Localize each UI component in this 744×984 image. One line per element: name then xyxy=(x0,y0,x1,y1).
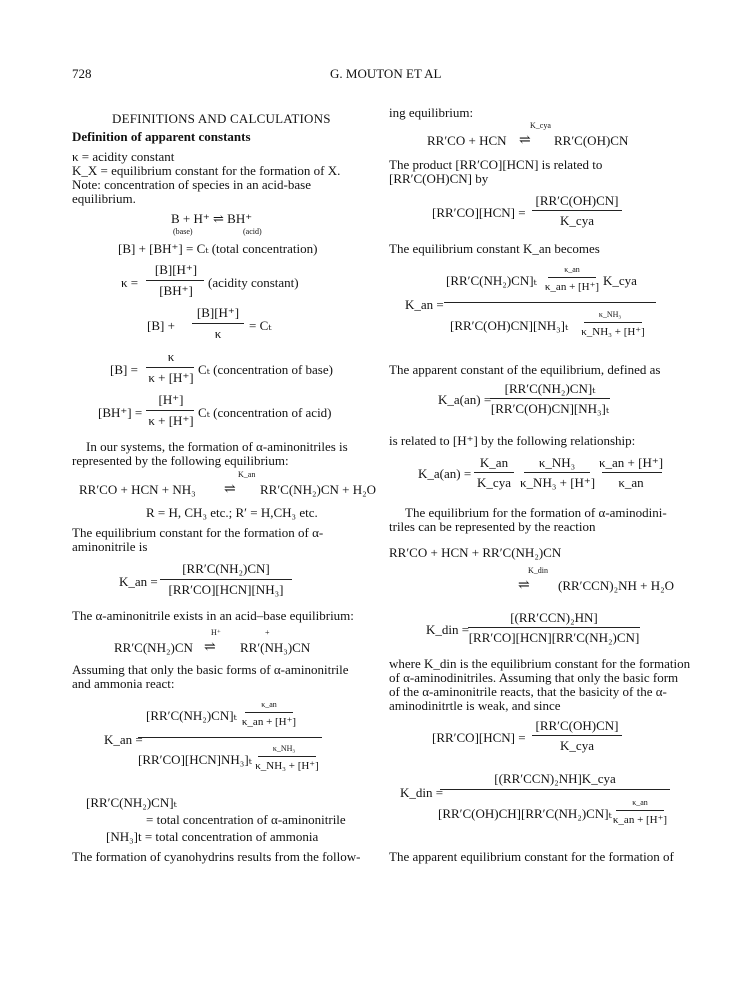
paragraph-line: The equilibrium constant K_an becomes xyxy=(389,241,600,256)
eq-big-lhs: K_an = xyxy=(104,732,143,747)
paragraph-line: of α-aminodinitriles. Assuming that only the basic form xyxy=(389,670,679,685)
fraction-bar xyxy=(160,579,292,580)
note-line-1: Note: concentration of species in an acid-base xyxy=(72,177,311,192)
eq-kan2-lhs: K_an = xyxy=(405,297,444,312)
eq-kan2-num-fd: κ_an + [H⁺] xyxy=(544,281,600,293)
eq-app-num: [RR′C(NH₂)CN]ₜ xyxy=(504,381,596,396)
eq-react-k: K_an xyxy=(238,470,256,479)
eq-kappa-note: (acidity constant) xyxy=(208,275,299,290)
eq-din-right: (RR′CCN)₂NH + H₂O xyxy=(558,578,675,593)
paragraph-line: aminonitrile is xyxy=(72,539,148,554)
eq-react-left: RR′CO + HCN + NH₃ xyxy=(79,482,196,497)
paragraph-line: Assuming that only the basic forms of α-aminonitrile xyxy=(72,662,349,677)
paragraph-line: is related to [H⁺] by the following relationship: xyxy=(389,433,636,448)
eq-sum-lhs: [B] + xyxy=(147,318,175,333)
eq-total: [B] + [BH⁺] = Cₜ (total concentration) xyxy=(118,241,318,256)
eq-rel2-lhs: K_a(an) = xyxy=(418,466,472,481)
equilibrium-arrow-icon: ⇌ xyxy=(518,578,530,593)
eq-kappa-den: [BH⁺] xyxy=(159,283,193,298)
eq-kdin-num: [(RR′CCN)₂HN] xyxy=(510,610,598,625)
eq-b-lhs: [B] = xyxy=(110,362,138,377)
paragraph-line: The apparent equilibrium constant for the formation of xyxy=(389,849,674,864)
paragraph-line: The formation of cyanohydrins results from the follow- xyxy=(72,849,361,864)
eq-rel3-lhs: [RR′CO][HCN] = xyxy=(432,730,526,745)
paragraph-line: The apparent constant of the equilibrium, defined as xyxy=(389,362,661,377)
eq-rel-lhs: [RR′CO][HCN] = xyxy=(432,205,526,220)
fraction-bar xyxy=(138,737,322,738)
eq-kappa-num: [B][H⁺] xyxy=(154,262,198,277)
eq-rel2-f2n: κ_NH₃ xyxy=(538,455,576,470)
eq-rel2-f1n: K_an xyxy=(479,455,509,470)
fraction-bar xyxy=(440,789,670,790)
eq-b-num: κ xyxy=(167,349,175,364)
eq-r-defs: R = H, CH₃ etc.; R′ = H,CH₃ etc. xyxy=(146,505,318,520)
fraction-bar xyxy=(602,472,662,473)
eq-kappa-lhs: κ = xyxy=(121,275,139,290)
fraction-bar xyxy=(474,472,514,473)
fraction-bar xyxy=(532,735,622,736)
eq-kan2-num-fn: κ_an xyxy=(564,265,580,274)
paragraph-line: and ammonia react: xyxy=(72,676,175,691)
eq-sum-num: [B][H⁺] xyxy=(196,305,240,320)
note-line-2: equilibrium. xyxy=(72,191,136,206)
eq-rel2-f1d: K_cya xyxy=(477,475,511,490)
fraction-bar xyxy=(616,810,664,811)
fraction-bar xyxy=(468,627,640,628)
eq-rel-num: [RR′C(OH)CN] xyxy=(535,193,619,208)
def-total-1: [RR′C(NH₂)CN]ₜ xyxy=(86,795,177,810)
eq-big-den-a: [RR′CO][HCN]NH₃]ₜ xyxy=(138,752,252,767)
eq-kdin-lhs: K_din = xyxy=(426,622,470,637)
def-total-2: = total concentration of α-aminonitrile xyxy=(146,812,346,827)
eq-kdin2-lhs: K_din = xyxy=(400,785,444,800)
eq-rel3-den: K_cya xyxy=(560,738,594,753)
eq-kan-num: [RR′C(NH₂)CN] xyxy=(182,561,270,576)
eq-ab-h: H⁺ xyxy=(211,628,221,637)
eq-b-rhs: Cₜ (concentration of base) xyxy=(198,362,333,377)
eq-din-k: K_din xyxy=(528,566,548,575)
paragraph-line: The α-aminonitrile exists in an acid–base equilibrium: xyxy=(72,608,354,623)
eq-big-num-fn: κ_an xyxy=(261,700,277,709)
paragraph-line: The equilibrium for the formation of α-aminodini- xyxy=(405,505,667,520)
eq-base-acid: B + H⁺ ⇌ BH⁺ xyxy=(171,211,253,226)
fraction-bar xyxy=(146,367,194,368)
def-kappa: κ = acidity constant xyxy=(72,149,175,164)
eq-din-left: RR′CO + HCN + RR′C(NH₂)CN xyxy=(389,545,562,560)
eq-kdin-den: [RR′CO][HCN][RR′C(NH₂)CN] xyxy=(468,630,640,645)
paragraph-line: aminodinitrtle is weak, and since xyxy=(389,698,561,713)
fraction-bar xyxy=(548,277,596,278)
eq-kan2-num-k: K_cya xyxy=(603,273,637,288)
fraction-bar xyxy=(584,322,642,323)
eq-kan-den: [RR′CO][HCN][NH₃] xyxy=(168,582,284,597)
paragraph-line: of the α-aminonitrile reacts, that the basicity of the α- xyxy=(389,684,667,699)
fraction-bar xyxy=(532,210,622,211)
eq-bh-lhs: [BH⁺] = xyxy=(98,405,143,420)
eq-big-num-fd: κ_an + [H⁺] xyxy=(241,716,297,728)
eq-cya-right: RR′C(OH)CN xyxy=(554,133,629,148)
eq-rel2-f3n: κ_an + [H⁺] xyxy=(598,455,664,470)
eq-bh-den: κ + [H⁺] xyxy=(148,413,194,428)
eq-app-den: [RR′C(OH)CN][NH₃]ₜ xyxy=(490,401,610,416)
paragraph-line: The equilibrium constant for the formation of α- xyxy=(72,525,324,540)
fraction-bar xyxy=(444,302,656,303)
fraction-bar xyxy=(146,410,194,411)
eq-ab-left: RR′C(NH₂)CN xyxy=(114,640,193,655)
eq-kan2-den-fn: κ_NH₃ xyxy=(598,310,622,319)
def-total-3: [NH₃]t = total concentration of ammonia xyxy=(106,829,319,844)
eq-sum-rhs: = Cₜ xyxy=(249,318,272,333)
equilibrium-arrow-icon: ⇌ xyxy=(519,133,531,148)
section-title: DEFINITIONS AND CALCULATIONS xyxy=(112,111,331,126)
eq-rel3-num: [RR′C(OH)CN] xyxy=(535,718,619,733)
eq-kan2-num-a: [RR′C(NH₂)CN]ₜ xyxy=(446,273,537,288)
eq-kdin2-num: [(RR′CCN)₂NH]K_cya xyxy=(494,771,616,786)
eq-big-den-fd: κ_NH₃ + [H⁺] xyxy=(255,760,319,772)
eq-ab-plus: + xyxy=(265,628,270,637)
paragraph-line: ing equilibrium: xyxy=(389,105,474,120)
eq-kan2-den-fd: κ_NH₃ + [H⁺] xyxy=(581,326,645,338)
eq-kdin2-den-a: [RR′C(OH)CH][RR′C(NH₂)CN]ₜ xyxy=(438,806,612,821)
fraction-bar xyxy=(524,472,590,473)
eq-big-num-a: [RR′C(NH₂)CN]ₜ xyxy=(146,708,237,723)
equilibrium-arrow-icon: ⇌ xyxy=(204,640,216,655)
eq-rel2-f3d: κ_an xyxy=(618,475,644,490)
paragraph-line: The product [RR′CO][HCN] is related to xyxy=(389,157,603,172)
def-kx: K_X = equilibrium constant for the formation of X. xyxy=(72,163,341,178)
eq-app-lhs: K_a(an) = xyxy=(438,392,492,407)
eq-kdin2-den-fn: κ_an xyxy=(632,798,648,807)
subsection-title: Definition of apparent constants xyxy=(72,129,251,144)
eq-cya-k: K_cya xyxy=(530,121,551,130)
eq-big-den-fn: κ_NH₃ xyxy=(272,744,296,753)
eq-cya-left: RR′CO + HCN xyxy=(427,133,507,148)
fraction-bar xyxy=(258,756,316,757)
label-base: (base) xyxy=(173,227,193,236)
paragraph-line: represented by the following equilibrium: xyxy=(72,453,289,468)
eq-sum-den: κ xyxy=(214,326,222,341)
fraction-bar xyxy=(490,398,610,399)
label-acid: (acid) xyxy=(243,227,262,236)
eq-rel-den: K_cya xyxy=(560,213,594,228)
eq-bh-rhs: Cₜ (concentration of acid) xyxy=(198,405,332,420)
paragraph-line: In our systems, the formation of α-aminonitriles is xyxy=(86,439,348,454)
paragraph-line: triles can be represented by the reaction xyxy=(389,519,596,534)
eq-kdin2-den-fd: κ_an + [H⁺] xyxy=(612,814,668,826)
eq-rel2-f2d: κ_NH₃ + [H⁺] xyxy=(520,475,596,490)
eq-react-right: RR′C(NH₂)CN + H₂O xyxy=(260,482,377,497)
running-title: G. MOUTON ET AL xyxy=(330,66,442,81)
paragraph-line: where K_din is the equilibrium constant for the formation xyxy=(389,656,691,671)
paragraph-line: [RR′C(OH)CN] by xyxy=(389,171,489,186)
eq-kan2-den-a: [RR′C(OH)CN][NH₃]ₜ xyxy=(450,318,569,333)
fraction-bar xyxy=(192,323,244,324)
fraction-bar xyxy=(146,280,204,281)
eq-kan-lhs: K_an = xyxy=(119,574,158,589)
page-number: 728 xyxy=(72,66,92,81)
equilibrium-arrow-icon: ⇌ xyxy=(224,482,236,497)
eq-bh-num: [H⁺] xyxy=(158,392,184,407)
fraction-bar xyxy=(245,712,293,713)
eq-ab-right: RR′(NH₃)CN xyxy=(240,640,311,655)
eq-b-den: κ + [H⁺] xyxy=(148,370,194,385)
